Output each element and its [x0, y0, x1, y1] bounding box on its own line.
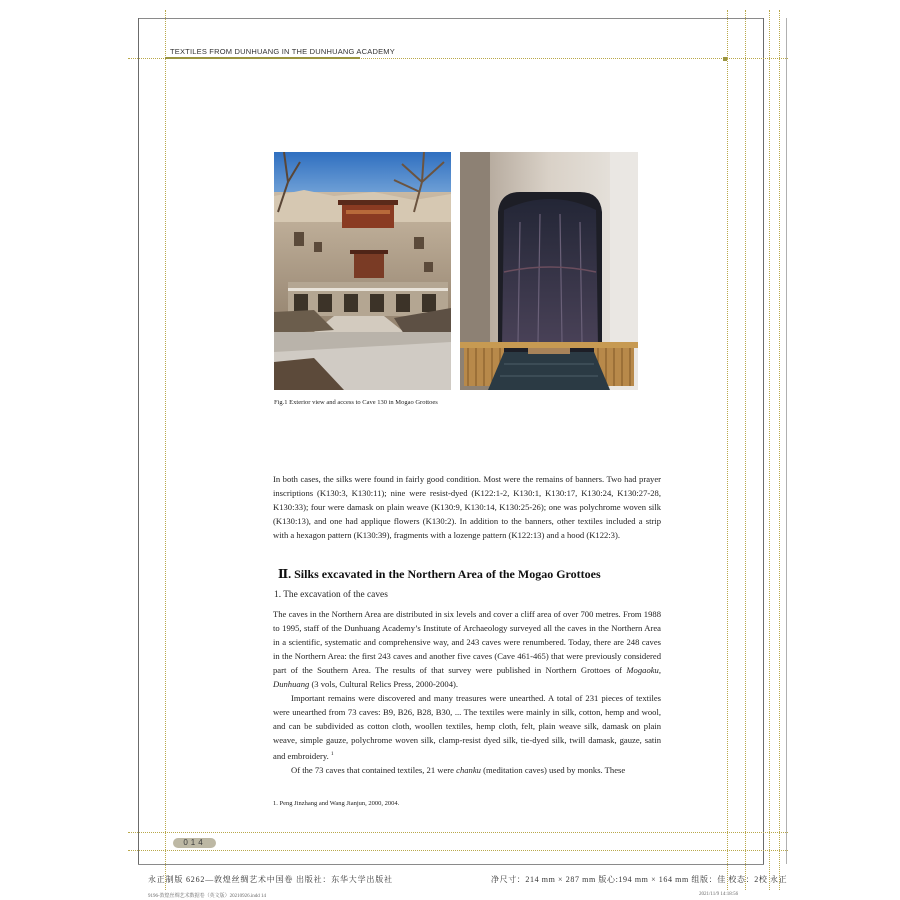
intro-paragraph — [273, 472, 661, 542]
paragraph-3-text: Of the 73 caves that contained textiles, 21 were — [291, 764, 457, 775]
paragraph-1-text-end: (3 vols, Cultural Relics Press, 2000-2004). — [309, 679, 459, 689]
running-head-rule — [165, 57, 360, 59]
paragraph-2 — [273, 691, 661, 763]
paragraph-3-italic: chanku — [456, 764, 481, 775]
print-slug-file: 9196-敦煌丝绸艺术数据卷（英文版）20210926.indd 14 — [148, 894, 267, 899]
guide-vertical — [165, 10, 166, 890]
page-border-right — [763, 18, 764, 864]
bleed-border-right — [786, 18, 787, 864]
page-number: 014 — [173, 838, 216, 848]
section-body — [273, 607, 661, 777]
guide-horizontal — [128, 832, 788, 833]
paragraph-3-text-end: (meditation caves) used by monks. These — [480, 764, 626, 775]
print-slug-right: 净尺寸：214 mm × 287 mm 版心:194 mm × 164 mm 组版：佳 校态：2校 永正 — [491, 875, 788, 884]
margin-marker — [723, 57, 727, 61]
intro-paragraph-text: In both cases, the silks were found in fairly good condition. Most were the remains of banners. Two had prayer inscriptions (K130:3, K130:11); nine were resist-dyed (K122:1-2, K130:1, K130:17, K130:24, K130:27-28, K130:33); four were damask on plain weave (K130:9, K130:14, K130:25-26); one was polychrome woven silk (K130:13), and one had applique flowers (K130:2). In addition to the banners, other textiles included a strip with a hexagon pattern (K130:39), fragments with a lozenge pattern (K122:13) and a hood (K122:3). — [273, 474, 661, 540]
cave-interior-photo — [460, 152, 638, 390]
guide-vertical — [769, 10, 770, 890]
subsection-heading: 1. The excavation of the caves — [274, 590, 388, 600]
paragraph-1-italic: Mogaoku, Dunhuang — [273, 665, 661, 689]
guide-vertical — [745, 10, 746, 890]
section-heading: Ⅱ. Silks excavated in the Northern Area of the Mogao Grottoes — [278, 567, 601, 581]
paragraph-2-text: Important remains were discovered and many treasures were unearthed. A total of 231 pieces of textiles were unearthed from 73 caves: B9, B26, B28, B30, ... The textiles were mainly in silk, cotton, hemp and wool, and can be subdivided as cotton cloth, woollen textiles, hemp cloth, felt, plain weave silk, damask on plain weave, simple gauze, polychrome woven silk, clamp-resist dyed silk, tie-dyed silk, twill damask, gauze, satin and embroidery. — [273, 693, 661, 761]
guide-vertical — [727, 10, 728, 890]
footnote-reference[interactable]: 1 — [330, 751, 334, 757]
guide-horizontal — [128, 850, 788, 851]
paragraph-1-text: The caves in the Northern Area are distributed in six levels and cover a cliff area of over 700 metres. From 1988 to 1995, staff of the Dunhuang Academy’s Institute of Archaeology surveyed all the caves in the Northern Area in a scientific, systematic and comprehensive way, and 243 caves were renumbered. Today, there are 248 caves in the Northern Area: the first 243 caves and another five caves (Cave 461-465) that were previously considered part of the Southern Area. The results of that survey were published in Northern Grottoes of — [273, 609, 661, 675]
guide-vertical — [779, 10, 780, 890]
page-border-left — [138, 18, 139, 864]
page-border-bottom — [138, 864, 764, 865]
page-border-top — [138, 18, 764, 19]
print-slug-date: 2021/11/9 14:18:56 — [699, 892, 739, 897]
cave-exterior-photo — [274, 152, 451, 390]
paragraph-3 — [273, 763, 661, 777]
paragraph-1 — [273, 607, 661, 691]
figure-caption: Fig.1 Exterior view and access to Cave 130 in Mogao Grottoes — [274, 399, 438, 406]
print-slug-left: 永正制版 6262—敦煌丝绸艺术中国卷 出版社：东华大学出版社 — [148, 875, 393, 884]
footnote: 1. Peng Jinzhang and Wang Jianjun, 2000, 2004. — [273, 800, 400, 807]
running-head: TEXTILES FROM DUNHUANG IN THE DUNHUANG ACADEMY — [170, 47, 395, 56]
